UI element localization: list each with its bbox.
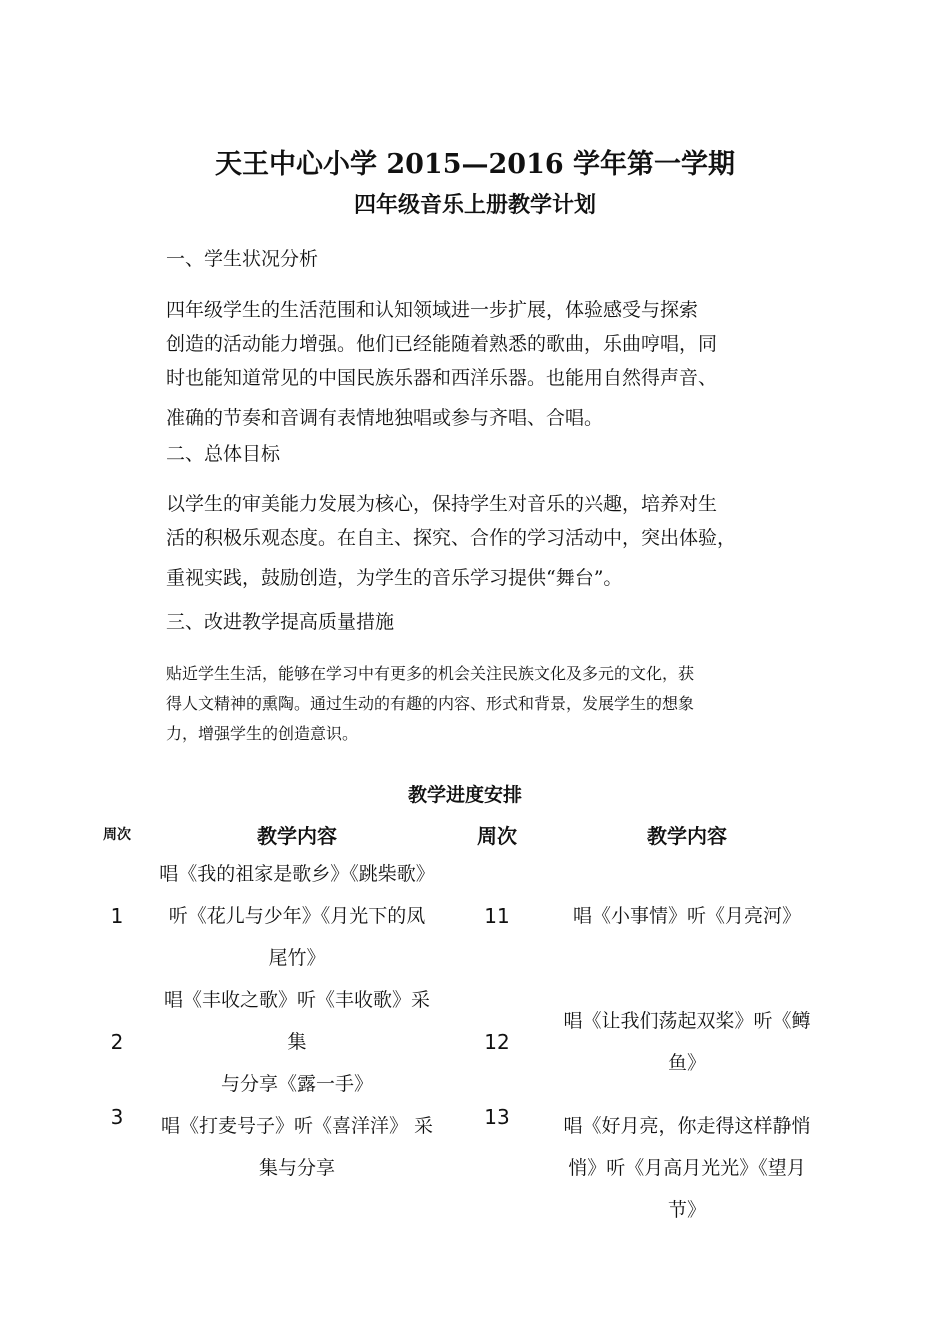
content-line: 尾竹》: [268, 947, 326, 969]
paragraph-line: 贴近学生生活，能够在学习中有更多的机会关注民族文化及多元的文化，获: [166, 664, 695, 683]
lesson-content: [556, 853, 818, 979]
section-body-analysis: [166, 293, 796, 435]
section-heading-measures: 三、改进教学提高质量措施: [166, 611, 395, 633]
section-heading-goals: 二、总体目标: [166, 443, 281, 465]
week-number: 2: [110, 1030, 124, 1054]
paragraph-line: 时也能知道常见的中国民族乐器和西洋乐器。也能用自然得声音、: [166, 367, 718, 389]
content-line: 悄》听《月高月光光》《望月: [568, 1157, 806, 1179]
paragraph-line: 以学生的审美能力发展为核心，保持学生对音乐的兴趣，培养对生: [166, 493, 718, 515]
schedule-row: [78, 1105, 818, 1231]
document-title: 天王中心小学 2015—2016 学年第一学期: [214, 149, 736, 180]
week-number: 1: [110, 904, 124, 928]
content-line: 节》: [667, 1199, 706, 1221]
content-line: 唱《让我们荡起双桨》听《鳟: [563, 1010, 811, 1032]
content-line: 唱《好月亮，你走得这样静悄: [563, 1115, 811, 1137]
section-body-measures: [166, 659, 796, 749]
content-line: 与分享《露一手》: [220, 1073, 373, 1095]
paragraph-line: 准确的节奏和音调有表情地独唱或参与齐唱、合唱。: [166, 407, 604, 429]
schedule-row: [78, 853, 818, 979]
week-number: 13: [484, 1105, 510, 1129]
content-line: 听《花儿与少年》《月光下的凤: [168, 905, 426, 927]
week-number: 12: [484, 1030, 510, 1054]
paragraph-line: 重视实践，鼓励创造，为学生的音乐学习提供“舞台”。: [166, 567, 623, 589]
week-number: 11: [484, 904, 510, 928]
schedule-table: [78, 815, 818, 1231]
week-number: 3: [110, 1105, 124, 1129]
document-subtitle: 四年级音乐上册教学计划: [353, 192, 596, 218]
content-line: 鱼》: [667, 1052, 706, 1074]
lesson-content: [556, 1105, 818, 1231]
paragraph-line: 得人文精神的熏陶。通过生动的有趣的内容、形式和背景，发展学生的想象: [166, 694, 695, 713]
header-week-b: 周次: [477, 823, 517, 848]
lesson-content: [556, 979, 818, 1105]
schedule-header-row: [78, 815, 818, 853]
lesson-content: [156, 979, 438, 1105]
paragraph-line: 创造的活动能力增强。他们已经能随着熟悉的歌曲，乐曲哼唱，同: [166, 333, 718, 355]
paragraph-line: 四年级学生的生活范围和认知领域进一步扩展，体验感受与探索: [166, 299, 699, 321]
section-heading-analysis: 一、学生状况分析: [166, 248, 319, 270]
header-content-b: 教学内容: [647, 823, 727, 848]
header-content-a: 教学内容: [257, 823, 337, 848]
content-line: 唱《小事情》听《月亮河》: [572, 905, 801, 927]
header-week-a: 周次: [103, 827, 131, 843]
schedule-title: 教学进度安排: [407, 784, 522, 806]
lesson-content: [156, 853, 438, 979]
content-line: 唱《我的祖家是歌乡》《跳柴歌》: [159, 863, 435, 885]
section-body-goals: [166, 487, 796, 595]
schedule-row: [78, 979, 818, 1105]
content-line: 唱《丰收之歌》听《丰收歌》采集: [163, 989, 430, 1053]
paragraph-line: 活的积极乐观态度。在自主、探究、合作的学习活动中，突出体验，: [166, 527, 737, 549]
paragraph-line: 力，增强学生的创造意识。: [166, 724, 359, 743]
content-line: 集与分享: [258, 1157, 335, 1179]
lesson-content: [156, 1105, 438, 1231]
content-line: 唱《打麦号子》听《喜洋洋》 采: [160, 1115, 434, 1137]
